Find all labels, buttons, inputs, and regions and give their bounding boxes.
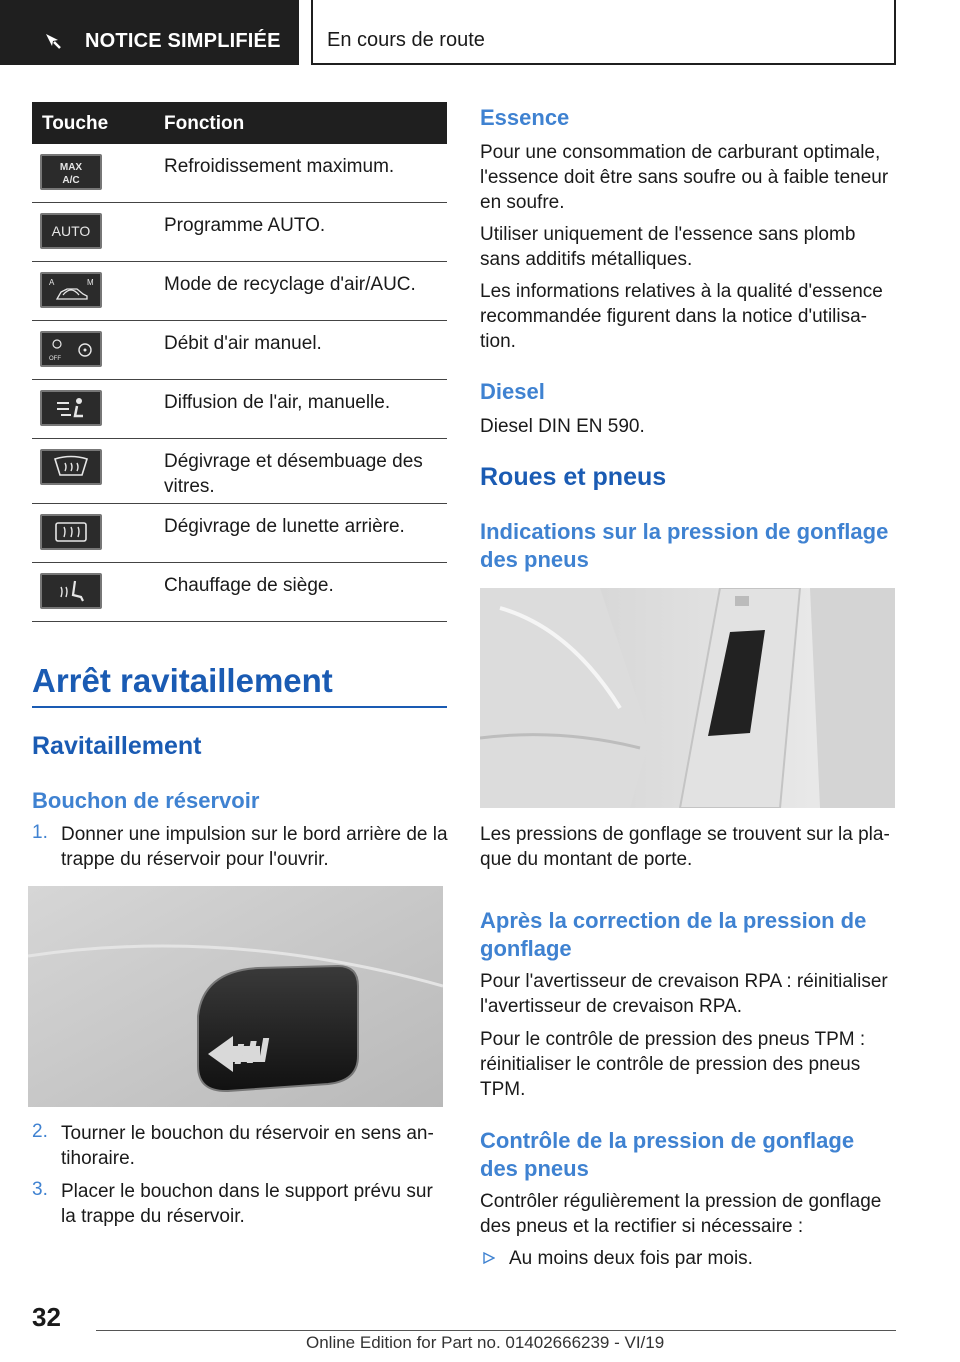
chapter-label: En cours de route xyxy=(327,29,485,51)
essence-paragraph-3: Les informations relatives à la qualité d'essence recommandée figurent dans la notice d'utilisa- tion. xyxy=(480,281,883,352)
fan-button-icon xyxy=(40,331,102,367)
step-text: Donner une impulsion sur le bord arrière de la trappe du réservoir pour l'ouvrir. xyxy=(61,824,448,870)
section-label: NOTICE SIMPLIFIÉE xyxy=(85,30,281,52)
table-row xyxy=(32,380,447,439)
pressure-caption: Les pressions de gonflage se trouvent sur la pla- que du montant de porte. xyxy=(480,824,890,870)
wheels-title: Roues et pneus xyxy=(480,463,667,491)
row-function: Diffusion de l'air, manuelle. xyxy=(164,392,391,413)
col-function-header: Fonction xyxy=(164,113,245,134)
essence-title: Essence xyxy=(480,105,570,130)
bullet-text: Au moins deux fois par mois. xyxy=(509,1248,753,1269)
row-function: Programme AUTO. xyxy=(164,215,326,236)
diesel-title: Diesel xyxy=(480,379,545,404)
table-row xyxy=(32,439,447,504)
pressure-info-title: Indications sur la pression de gonflage des pneus xyxy=(480,519,889,572)
step-text: Tourner le bouchon du réservoir en sens an- tihoraire. xyxy=(61,1123,434,1169)
table-header xyxy=(32,102,447,144)
door-pillar-illustration xyxy=(480,588,895,808)
air-distribution-button-icon xyxy=(40,390,102,426)
row-function: Refroidissement maximum. xyxy=(164,156,395,177)
rear-window-defrost-button-icon xyxy=(40,514,102,550)
step-number: 3. xyxy=(32,1179,48,1200)
windshield-defrost-button-icon xyxy=(40,449,102,485)
essence-paragraph-1: Pour une consommation de carburant optimale, l'essence doit être sans soufre ou à faible teneur en soufre. xyxy=(480,142,889,213)
section-rule xyxy=(32,706,447,708)
sparkle-icon xyxy=(44,32,62,50)
table-row xyxy=(32,504,447,563)
seat-heating-button-icon xyxy=(40,573,102,609)
bullet-triangle-icon xyxy=(483,1252,495,1264)
row-function: Mode de recyclage d'air/AUC. xyxy=(164,274,416,295)
page-number: 32 xyxy=(32,1302,61,1332)
chapter-tab xyxy=(311,0,896,65)
table-row xyxy=(32,321,447,380)
footer-rule xyxy=(96,1330,896,1331)
row-function: Chauffage de siège. xyxy=(164,575,334,596)
pressure-check-title: Contrôle de la pression de gonflage des pneus xyxy=(480,1128,855,1181)
climate-buttons-table xyxy=(32,102,447,622)
auto-button-icon xyxy=(40,213,102,249)
essence-paragraph-2: Utiliser uniquement de l'essence sans plomb sans additifs métalliques. xyxy=(480,224,856,270)
after-paragraph-1: Pour l'avertisseur de crevaison RPA : réinitialiser l'avertisseur de crevaison RPA. xyxy=(480,971,888,1017)
svg-text:A/C: A/C xyxy=(62,175,80,186)
max-ac-button-icon xyxy=(40,154,102,190)
svg-text:OFF: OFF xyxy=(49,356,61,362)
row-function: Débit d'air manuel. xyxy=(164,333,322,354)
footer-edition: Online Edition for Part no. 01402666239 - VI/19 xyxy=(306,1333,665,1352)
step-number: 1. xyxy=(32,822,48,843)
table-row xyxy=(32,203,447,262)
recirculation-button-icon xyxy=(40,272,102,308)
after-paragraph-2: Pour le contrôle de pression des pneus TPM : réinitialiser le contrôle de pression des pneus TPM. xyxy=(480,1029,866,1100)
table-row xyxy=(32,563,447,622)
fuel-cap-title: Bouchon de réservoir xyxy=(32,788,260,813)
svg-text:AUTO: AUTO xyxy=(51,223,91,239)
col-key-header: Touche xyxy=(42,113,109,134)
table-row xyxy=(32,144,447,203)
diesel-paragraph: Diesel DIN EN 590. xyxy=(480,416,645,437)
row-function: Dégivrage et désembuage des vitres. xyxy=(164,451,423,497)
after-correction-title: Après la correction de la pression de gonflage xyxy=(480,908,867,961)
table-row xyxy=(32,262,447,321)
svg-text:A: A xyxy=(49,278,55,287)
fuel-flap-illustration xyxy=(28,886,443,1107)
section-tab xyxy=(0,0,299,65)
svg-text:M: M xyxy=(87,278,94,287)
row-function: Dégivrage de lunette arrière. xyxy=(164,516,405,537)
svg-text:MAX: MAX xyxy=(59,162,83,173)
step-number: 2. xyxy=(32,1121,48,1142)
section-title: Arrêt ravitaillement xyxy=(32,662,333,699)
step-text: Placer le bouchon dans le support prévu sur la trappe du réservoir. xyxy=(61,1181,433,1227)
refuel-title: Ravitaillement xyxy=(32,732,202,760)
check-paragraph: Contrôler régulièrement la pression de gonflage des pneus et la rectifier si nécessaire : xyxy=(480,1191,882,1237)
